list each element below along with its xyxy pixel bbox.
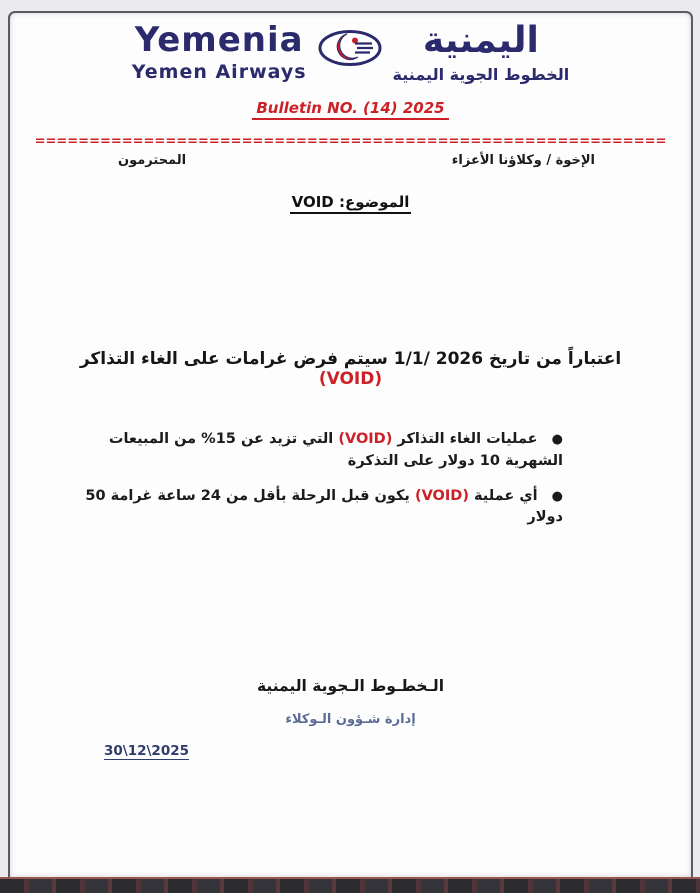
subject-line <box>10 192 691 211</box>
heading-void-tag: (VOID) <box>318 369 383 389</box>
greeting-row <box>10 147 691 168</box>
logo-arabic-block <box>392 20 570 84</box>
signature-company: الـخطـوط الـجوية اليمنية <box>256 677 445 695</box>
yemenia-logo <box>10 20 691 84</box>
logo-tagline-ar: الخطوط الجوية اليمنية <box>392 65 570 84</box>
bullet-2-pre: أي عملية <box>474 487 538 504</box>
equals-separator: ========================================================== <box>34 137 667 147</box>
bulletin-number-text: Bulletin NO. (14) 2025 <box>252 99 448 120</box>
greeting-addressee: الإخوة / وكلاؤنا الأعزاء <box>451 153 595 168</box>
logo-english-block <box>131 20 307 83</box>
subject-label: الموضوع: <box>338 193 410 211</box>
bullet-1-void-tag: (VOID) <box>338 431 393 447</box>
main-notice-heading <box>10 349 691 389</box>
bulletin-number-title <box>10 98 691 117</box>
bullet-icon: ● <box>551 432 563 447</box>
logo-tagline-en: Yemen Airways <box>131 60 307 83</box>
list-item <box>70 486 563 530</box>
subject-inner <box>290 193 412 214</box>
bullet-2-void-tag: (VOID) <box>414 487 469 504</box>
scanned-bulletin-page <box>8 11 693 877</box>
bullet-1-post: التي تزيد عن 15% من المبيعات الشهرية 10 دولار على التذكرة <box>108 431 563 469</box>
signature-department: إدارة شـؤون الـوكلاء <box>285 712 416 727</box>
subject-value: VOID <box>291 193 334 211</box>
bullet-icon: ● <box>551 488 563 504</box>
heading-post: سيتم فرض غرامات على الغاء التذاكر <box>79 349 388 369</box>
bullet-1-pre: عمليات الغاء التذاكر <box>397 431 538 447</box>
list-item <box>70 429 563 473</box>
greeting-honorific: المحترمون <box>118 153 187 168</box>
logo-brand-en: Yemenia <box>134 20 304 60</box>
logo-brand-ar: اليمنية <box>422 20 539 61</box>
yemenia-emblem-icon <box>317 27 383 73</box>
penalty-bullet-list <box>70 429 563 529</box>
heading-pre: اعتباراً من تاريخ <box>488 349 622 369</box>
document-date: 30\12\2025 <box>104 743 190 759</box>
bullet-2-post: يكون قبل الرحلة بأقل من 24 ساعة غرامة 50 دولار <box>85 487 563 526</box>
scan-edge-bar <box>0 877 700 893</box>
heading-date: 1/1/ 2026 <box>393 349 484 369</box>
